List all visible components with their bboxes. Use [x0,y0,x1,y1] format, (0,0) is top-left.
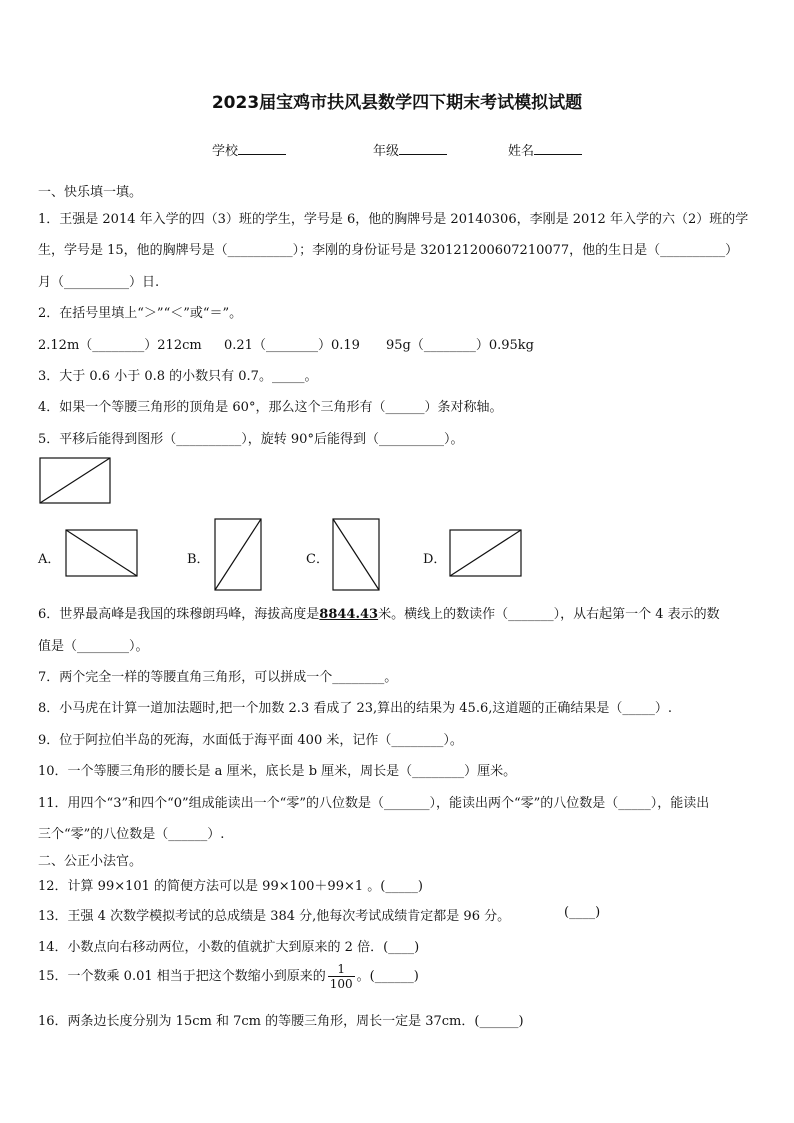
question-13: 13．王强 4 次数学模拟考试的总成绩是 384 分,他每次考试成绩肯定都是 96 分。 [38,909,511,924]
option-b-label: B． [187,552,210,567]
option-a-label: A． [38,552,61,567]
question-2-item-c: 95g（________）0.95kg [386,338,535,353]
question-14: 14．小数点向右移动两位，小数的值就扩大到原来的 2 倍．(____) [38,940,420,955]
grade-field [373,140,447,159]
option-a-figure[interactable] [65,529,138,577]
name-blank[interactable] [534,142,582,155]
school-field [212,140,286,159]
question-3: 3．大于 0.6 小于 0.8 的小数只有 0.7。_____。 [38,369,318,384]
question-15 [38,962,419,991]
question-2-item-b: 0.21（________）0.19 [224,338,360,353]
question-6-line-2: 值是（________）。 [38,639,149,654]
section-1-heading: 一、快乐填一填。 [38,185,143,200]
question-6-text-post: 米。横线上的数读作（_______），从右起第一个 4 表示的数 [378,607,720,622]
question-9: 9．位于阿拉伯半岛的死海，水面低于海平面 400 米，记作（________）。 [38,733,463,748]
school-blank[interactable] [238,142,286,155]
grade-label: 年级 [373,144,400,159]
grade-blank[interactable] [399,142,447,155]
question-6-number: 8844.43 [319,607,379,622]
question-1-line-2: 生，学号是 15，他的胸牌号是（__________）；李刚的身份证号是 320121200607210077，他的生日是（__________） [38,243,739,258]
question-11-line-1: 11．用四个“3”和四个“0”组成能读出一个“零”的八位数是（_______），能读出两个“零”的八位数是（_____），能读出 [38,796,710,811]
question-4: 4．如果一个等腰三角形的顶角是 60°，那么这个三角形有（______）条对称轴。 [38,400,503,415]
question-15-text-post: 。(______) [356,969,419,984]
question-10: 10．一个等腰三角形的腰长是 a 厘米，底长是 b 厘米，周长是（________）厘米。 [38,764,517,779]
option-d-figure[interactable] [449,529,522,577]
question-12: 12．计算 99×101 的简便方法可以是 99×100＋99×1 。(_____) [38,879,423,894]
name-field [508,140,582,159]
question-13-answer[interactable]: (____) [564,905,601,920]
question-11-line-2: 三个“零”的八位数是（______）. [38,827,225,842]
school-label: 学校 [212,144,239,159]
option-d-label: D． [423,552,447,567]
question-2-item-a: 2.12m（________）212cm [38,338,202,353]
option-c-label: C． [306,552,329,567]
section-2-heading: 二、公正小法官。 [38,854,143,869]
question-5: 5．平移后能得到图形（__________），旋转 90°后能得到（__________）。 [38,432,464,447]
question-6-text-pre: 6．世界最高峰是我国的珠穆朗玛峰，海拔高度是 [38,607,320,622]
question-16: 16．两条边长度分别为 15cm 和 7cm 的等腰三角形，周长一定是 37cm．(______) [38,1014,524,1029]
question-1-line-3: 月（__________）日. [38,275,160,290]
fraction-one-hundredth: $\frac{1}{100}$ [329,962,353,991]
question-1-line-1: 1．王强是 2014 年入学的四（3）班的学生，学号是 6，他的胸牌号是 20140306，李刚是 2012 年入学的六（2）班的学 [38,212,749,227]
option-c-figure[interactable] [332,518,380,591]
page-title: 2023届宝鸡市扶风县数学四下期末考试模拟试题 [211,93,583,113]
question-7: 7．两个完全一样的等腰直角三角形，可以拼成一个________。 [38,670,398,685]
question-2: 2．在括号里填上“＞”“＜”或“＝”。 [38,306,243,321]
question-6-line-1 [38,603,720,622]
question-8: 8．小马虎在计算一道加法题时,把一个加数 2.3 看成了 23,算出的结果为 45.6,这道题的正确结果是（_____）. [38,701,672,716]
question-15-text-pre: 15．一个数乘 0.01 相当于把这个数缩小到原来的 [38,969,326,984]
original-figure [39,457,111,504]
name-label: 姓名 [508,144,535,159]
option-b-figure[interactable] [214,518,262,591]
